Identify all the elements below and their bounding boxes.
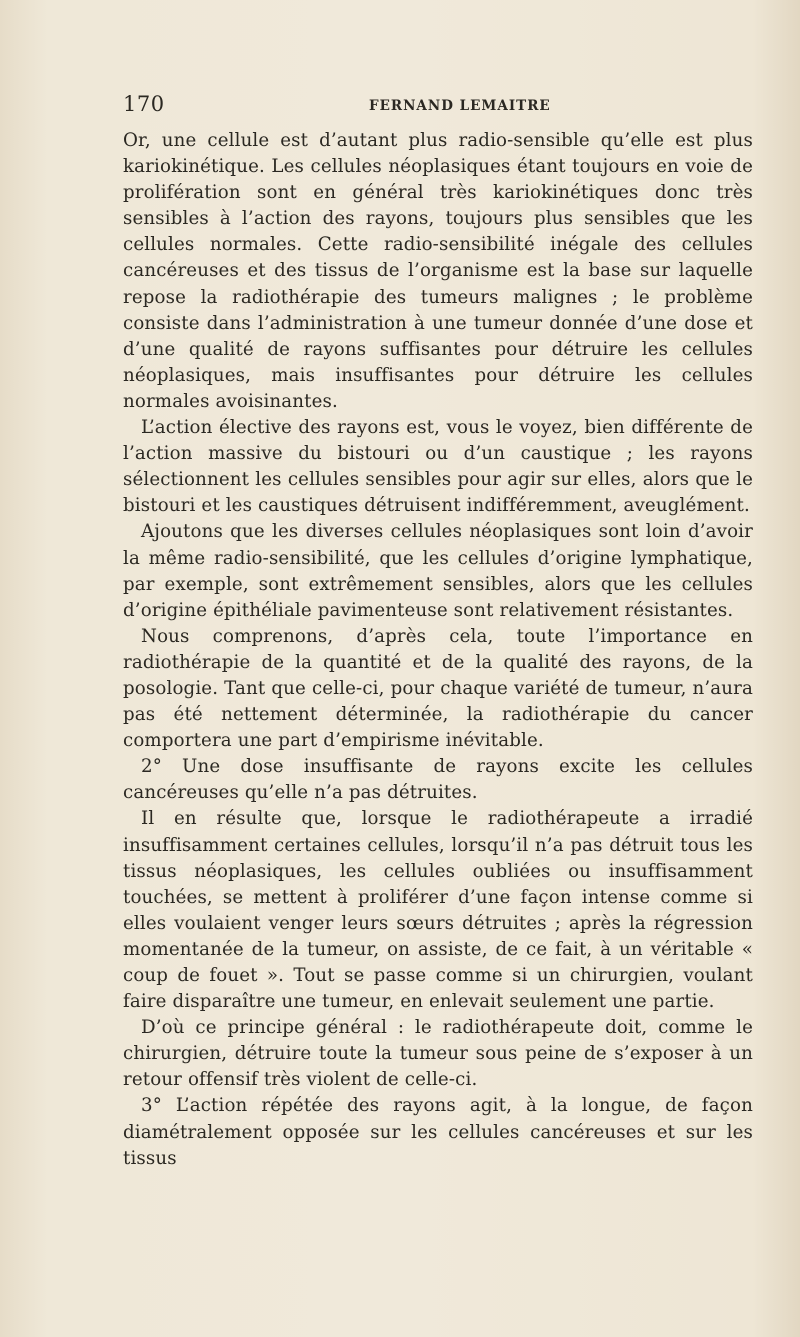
page-header <box>123 92 753 122</box>
running-head: FERNAND LEMAITRE <box>369 98 551 114</box>
paragraph-radiosensitivity: Or, une cellule est d’autant plus radio-sensible qu’elle est plus kariokinétique. Les cellules néoplasiques étant toujours en voie de prolifération sont en général très kariokinétiques donc très sensibles à l’action des rayons, toujours plus sensibles que les cellules normales. Cette radio-sensibilité inégale des cellules cancéreuses et des tissus de l’organisme est la base sur laquelle repose la radiothérapie des tumeurs malignes ; le problème consiste dans l’administration à une tumeur donnée d’une dose et d’une qualité de rayons suffisantes pour détruire les cellules néoplasiques, mais insuffisantes pour détruire les cellules normales avoisinantes. <box>123 130 753 412</box>
paragraph-varied-sensitivity: Ajoutons que les diverses cellules néoplasiques sont loin d’avoir la même radio-sensibilité, que les cellules d’origine lymphatique, par exemple, sont extrêmement sensibles, alors que les cellules d’origine épithéliale pavimenteuse sont relativement résistantes. <box>123 521 753 621</box>
paragraph-general-principle: D’où ce principe général : le radiothérapeute doit, comme le chirurgien, détruire toute la tumeur sous peine de s’exposer à un retour offensif très violent de celle-ci. <box>123 1017 753 1091</box>
paragraph-elective-action: L’action élective des rayons est, vous le voyez, bien différente de l’action massive du bistouri ou d’un caustique ; les rayons sélectionnent les cellules sensibles pour agir sur elles, alors que le bistouri et les caustiques détruisent indifféremment, aveuglément. <box>123 417 753 517</box>
page-number: 170 <box>123 92 165 116</box>
paragraph-point-3: 3° L’action répétée des rayons agit, à la longue, de façon diamétralement opposée sur les cellules cancéreuses et sur les tissus <box>123 1095 753 1169</box>
paragraph-insufficient-dose: Il en résulte que, lorsque le radiothérapeute a irradié insuffisamment certaines cellules, lorsqu’il n’a pas détruit tous les tissus néoplasiques, les cellules oubliées ou insuffisamment touchées, se mettent à proliférer d’une façon intense comme si elles voulaient venger leurs sœurs détruites ; après la régression momentanée de la tumeur, on assiste, de ce fait, à un véritable « coup de fouet ». Tout se passe comme si un chirurgien, voulant faire disparaître une tumeur, en enlevait seulement une partie. <box>123 808 753 1013</box>
paragraph-posology: Nous comprenons, d’après cela, toute l’importance en radiothérapie de la quantité et de la qualité des rayons, de la posologie. Tant que celle-ci, pour chaque variété de tumeur, n’aura pas été nettement déterminée, la radiothérapie du cancer comportera une part d’empirisme inévitable. <box>123 625 753 752</box>
paragraph-point-2: 2° Une dose insuffisante de rayons excite les cellules cancéreuses qu’elle n’a pas détruites. <box>123 756 753 804</box>
body-text <box>123 128 753 1172</box>
